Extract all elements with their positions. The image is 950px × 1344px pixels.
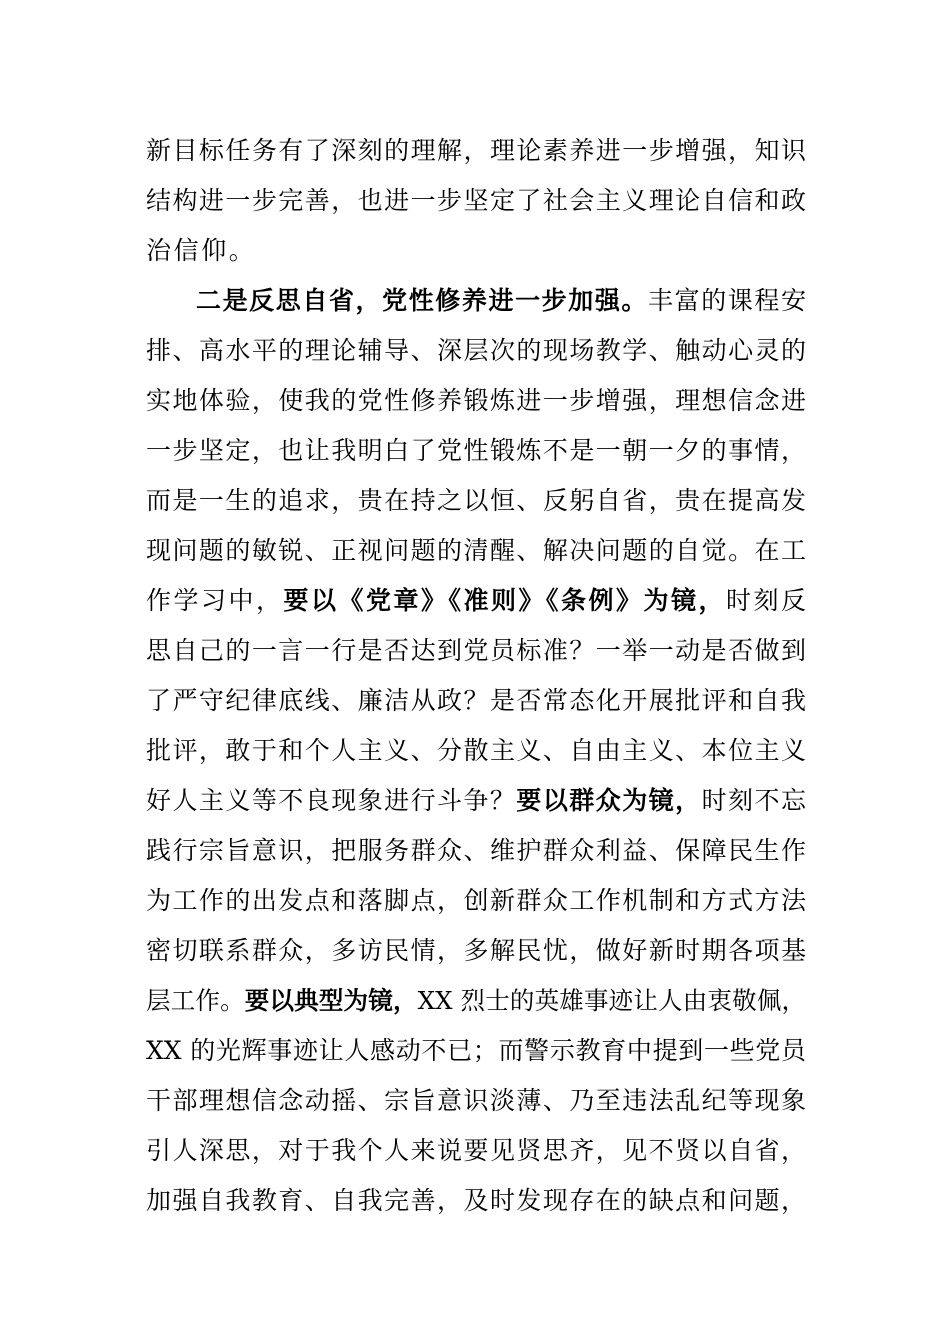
text-line: 引人深思，对于我个人来说要见贤思齐，见不贤以自省， xyxy=(146,1136,806,1165)
text-line: XX 的光辉事迹让人感动不已；而警示教育中提到一些党员 xyxy=(146,1036,806,1065)
text-line: 密切联系群众，多访民情，多解民忧，做好新时期各项基 xyxy=(146,936,806,965)
text-line: 践行宗旨意识，把服务群众、维护群众利益、保障民生作 xyxy=(146,836,806,865)
text-line: 而是一生的追求，贵在持之以恒、反躬自省，贵在提高发 xyxy=(146,486,806,515)
text-line: 好人主义等不良现象进行斗争？要以群众为镜，时刻不忘 xyxy=(146,786,806,815)
bold-heading: 二是反思自省，党性修养进一步加强。 xyxy=(196,286,649,315)
text-line: 新目标任务有了深刻的理解，理论素养进一步增强，知识 xyxy=(146,136,806,165)
text-line: 作学习中，要以《党章》《准则》《条例》为镜，时刻反 xyxy=(146,586,806,615)
text-line: 结构进一步完善，也进一步坚定了社会主义理论自信和政 xyxy=(146,186,806,215)
bold-phrase: 要以《党章》《准则》《条例》为镜， xyxy=(283,586,726,615)
text-line: 实地体验，使我的党性修养锻炼进一步增强，理想信念进 xyxy=(146,386,806,415)
text-line: 了严守纪律底线、廉洁从政？是否常态化开展批评和自我 xyxy=(146,686,806,715)
text-line: 思自己的一言一行是否达到党员标准？一举一动是否做到 xyxy=(146,636,806,665)
bold-phrase: 要以群众为镜， xyxy=(516,786,702,815)
text-line: 干部理想信念动摇、宗旨意识淡薄、乃至违法乱纪等现象 xyxy=(146,1086,806,1115)
text-line: 现问题的敏锐、正视问题的清醒、解决问题的自觉。在工 xyxy=(146,536,806,565)
paragraph-first-line: 二是反思自省，党性修养进一步加强。丰富的课程安 xyxy=(196,286,806,315)
text-line: 批评，敢于和个人主义、分散主义、自由主义、本位主义 xyxy=(146,736,806,765)
bold-phrase: 要以典型为镜， xyxy=(244,986,418,1015)
text-line: 排、高水平的理论辅导、深层次的现场教学、触动心灵的 xyxy=(146,336,806,365)
text-line: 一步坚定，也让我明白了党性锻炼不是一朝一夕的事情， xyxy=(146,436,806,465)
text-line: 加强自我教育、自我完善，及时发现存在的缺点和问题， xyxy=(146,1186,806,1215)
text-line: 为工作的出发点和落脚点，创新群众工作机制和方式方法 xyxy=(146,886,806,915)
text-line: 治信仰。 xyxy=(146,236,257,265)
text-line: 层工作。要以典型为镜，XX 烈士的英雄事迹让人由衷敬佩， xyxy=(146,986,807,1015)
